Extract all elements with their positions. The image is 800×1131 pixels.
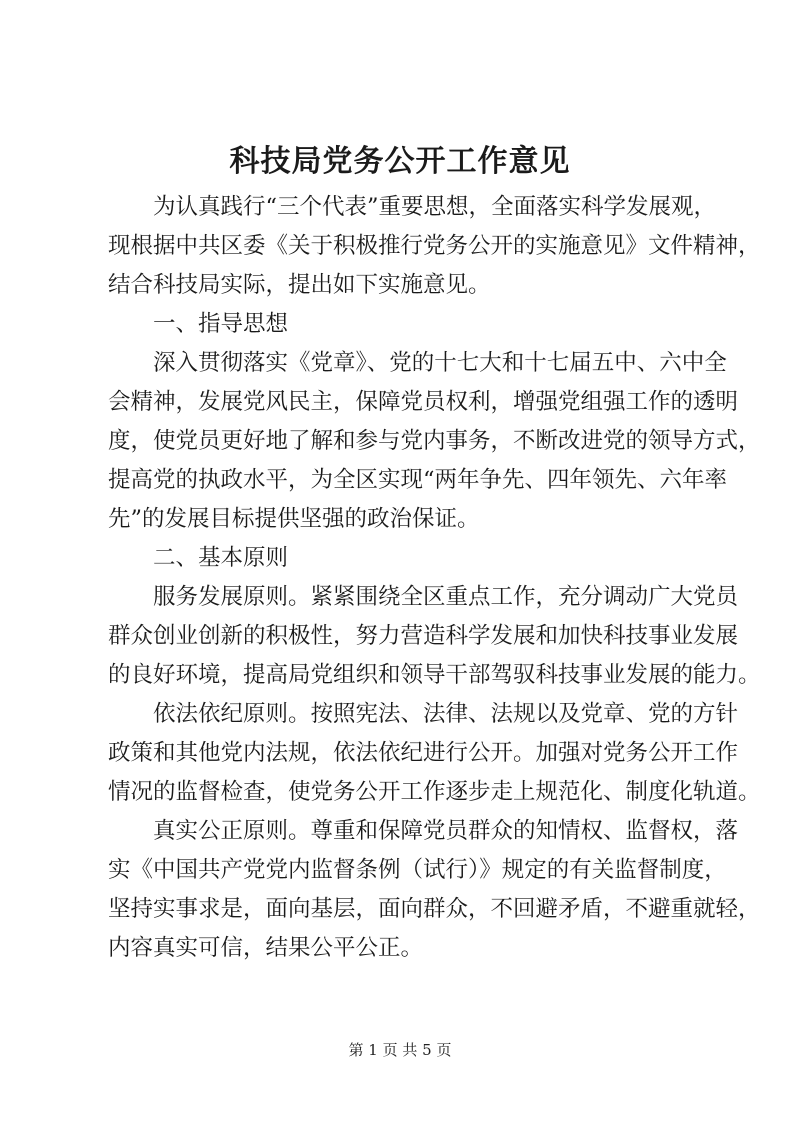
text-line: 内容真实可信，结果公平公正。 bbox=[108, 935, 424, 961]
document-body bbox=[108, 188, 761, 968]
document-title: 科技局党务公开工作意见 bbox=[229, 144, 571, 179]
page-number-footer: 第 1 页 共 5 页 bbox=[348, 1041, 452, 1059]
text-line: 真实公正原则。尊重和保障党员群众的知情权、监督权，落 bbox=[153, 818, 739, 844]
text-line: 坚持实事求是，面向基层，面向群众，不回避矛盾，不避重就轻， bbox=[108, 896, 761, 922]
text-line: 的良好环境，提高局党组织和领导干部驾驭科技事业发展的能力。 bbox=[108, 662, 761, 688]
text-line: 依法依纪原则。按照宪法、法律、法规以及党章、党的方针 bbox=[153, 701, 739, 727]
text-line: 情况的监督检查，使党务公开工作逐步走上规范化、制度化轨道。 bbox=[108, 779, 761, 805]
text-line: 会精神，发展党风民主，保障党员权利，增强党组强工作的透明 bbox=[108, 389, 739, 415]
text-line: 为认真践行“三个代表”重要思想，全面落实科学发展观， bbox=[153, 194, 717, 220]
heading-text: 一、指导思想 bbox=[153, 311, 289, 337]
text-line: 提高党的执政水平，为全区实现“两年争先、四年领先、六年率 bbox=[108, 467, 728, 493]
text-line: 群众创业创新的积极性，努力营造科学发展和加快科技事业发展 bbox=[108, 623, 739, 649]
text-line: 服务发展原则。紧紧围绕全区重点工作，充分调动广大党员 bbox=[153, 584, 739, 610]
text-line: 度，使党员更好地了解和参与党内事务，不断改进党的领导方式， bbox=[108, 428, 761, 454]
section-heading-basic-principles bbox=[108, 539, 708, 578]
paragraph-intro bbox=[108, 188, 761, 305]
heading-text: 二、基本原则 bbox=[153, 545, 289, 571]
paragraph-truth-principle bbox=[108, 812, 761, 968]
text-line: 先”的发展目标提供坚强的政治保证。 bbox=[108, 506, 480, 532]
text-line: 深入贯彻落实《党章》、党的十七大和十七届五中、六中全 bbox=[153, 350, 727, 376]
text-line: 结合科技局实际，提出如下实施意见。 bbox=[108, 272, 491, 298]
text-line: 政策和其他党内法规，依法依纪进行公开。加强对党务公开工作 bbox=[108, 740, 739, 766]
text-line: 现根据中共区委《关于积极推行党务公开的实施意见》文件精神， bbox=[108, 233, 761, 259]
paragraph-guiding-thought bbox=[108, 344, 761, 539]
text-line: 实《中国共产党党内监督条例（试行）》规定的有关监督制度， bbox=[108, 857, 727, 883]
paragraph-service-principle bbox=[108, 578, 761, 695]
section-heading-guiding-thought bbox=[108, 305, 708, 344]
paragraph-legal-principle bbox=[108, 695, 761, 812]
